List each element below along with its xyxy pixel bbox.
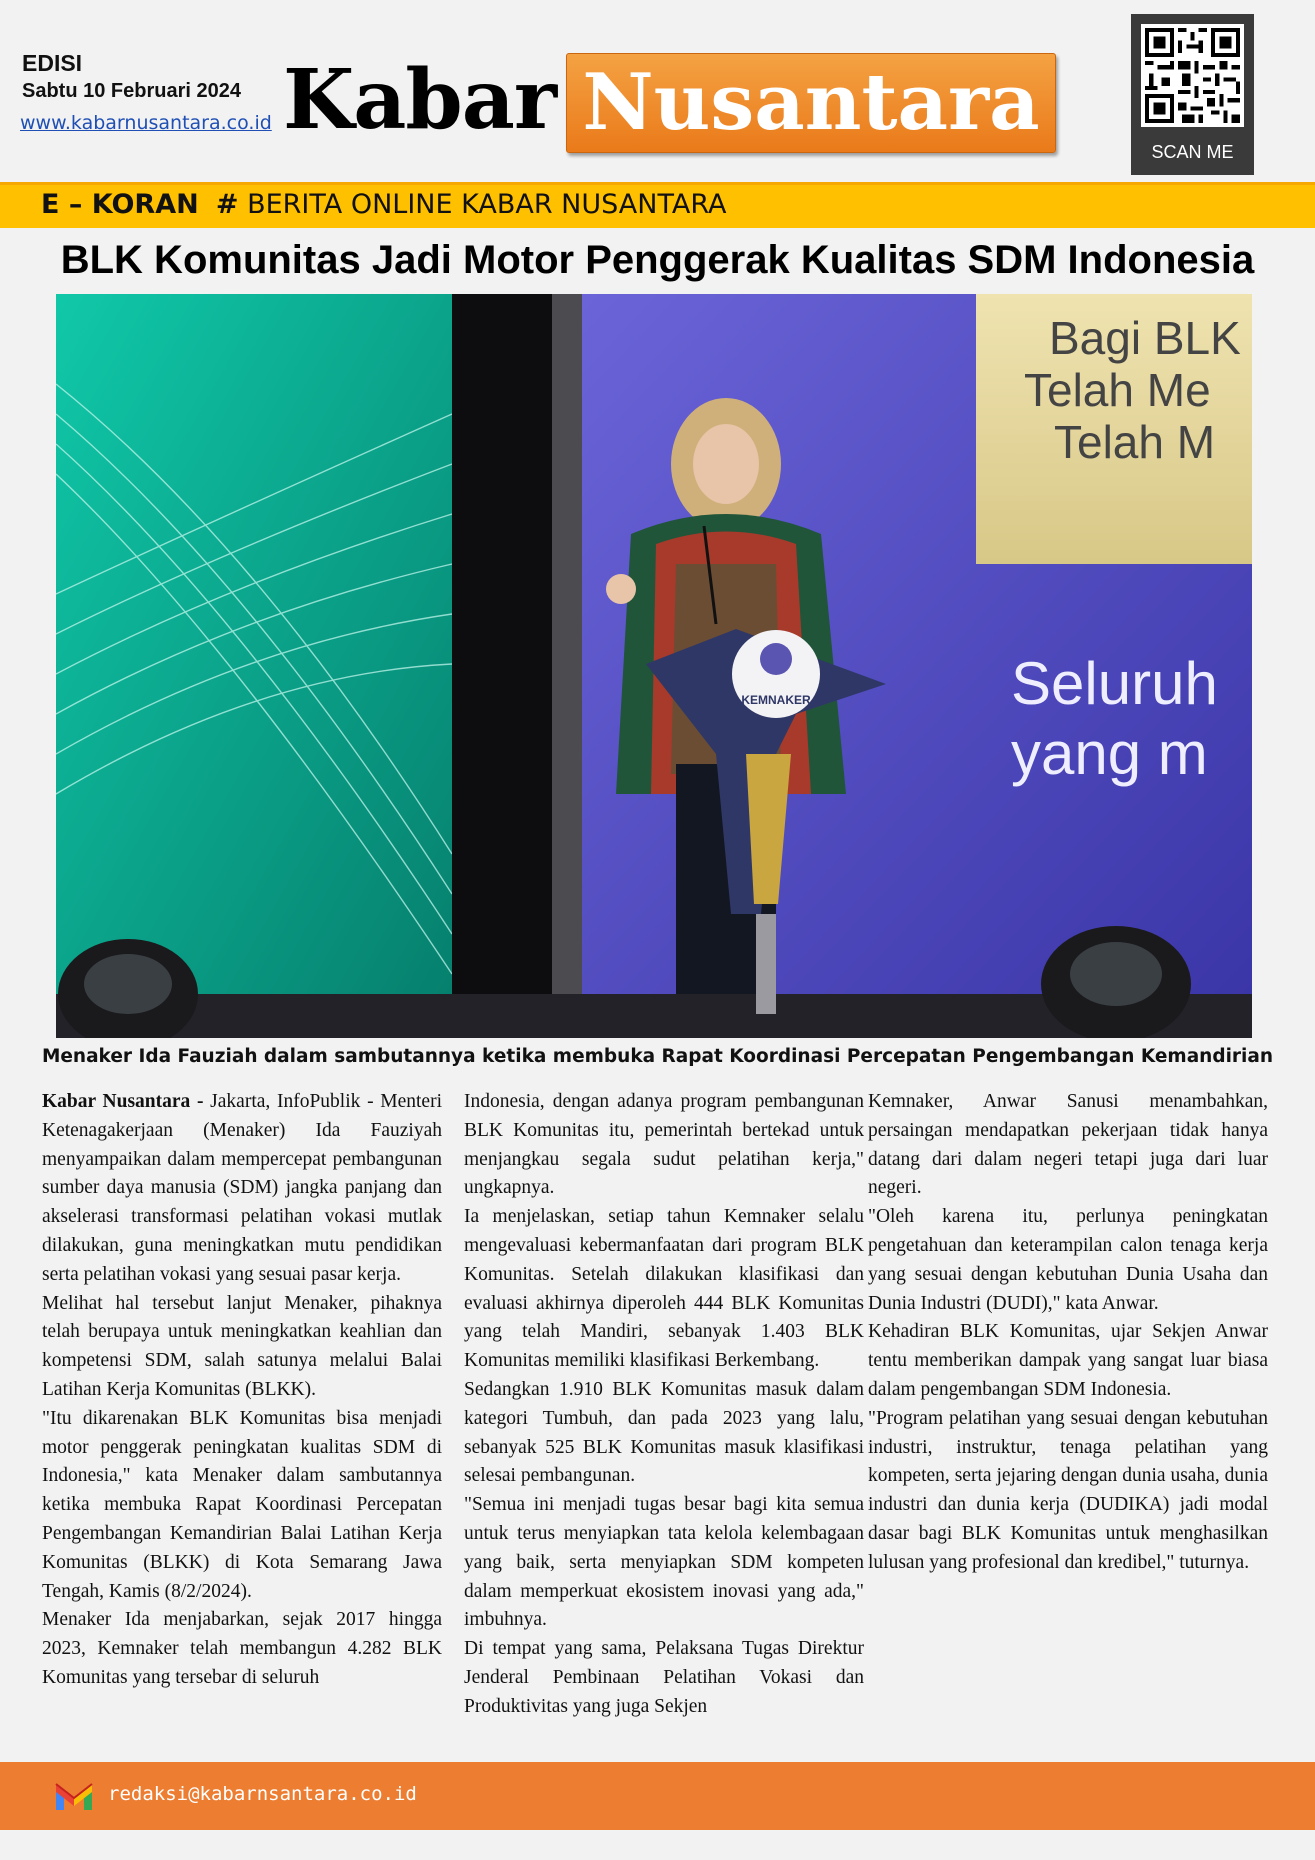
paragraph-1 (42, 1088, 442, 1290)
paragraph-5: Indonesia, dengan adanya program pembangunan BLK Komunitas itu, pemerintah bertekad untuk menjangkau segala sudut pelatihan kerja," ungkapnya. (464, 1091, 864, 1199)
paragraph-9: Di tempat yang sama, Pelaksana Tugas Direktur Jenderal Pembinaan Pelatihan Vokasi dan Produktivitas yang juga Sekjen (464, 1638, 864, 1717)
paragraph-11: "Oleh karena itu, perlunya peningkatan pengetahuan dan keterampilan calon tenaga kerja yang sesuai dengan kebutuhan Dunia Usaha dan Dunia Industri (DUDI)," kata Anwar. (868, 1206, 1268, 1314)
paragraph-2: Melihat hal tersebut lanjut Menaker, pihaknya telah berupaya untuk meningkatkan keahlian dan kompetensi SDM, salah satunya melalui Balai Latihan Kerja Komunitas (BLKK). (42, 1292, 442, 1400)
article-photo (56, 294, 1252, 1038)
edition-label: EDISI (22, 50, 83, 76)
article-column-2 (464, 1088, 864, 1722)
brand-title-box (566, 53, 1056, 153)
byline: Kabar Nusantara - (42, 1091, 204, 1112)
screen-text-1: Bagi BLK (1049, 312, 1241, 364)
footer-bar (0, 1762, 1315, 1830)
paragraph-3: "Itu dikarenakan BLK Komunitas bisa menjadi motor penggerak peningkatan kualitas SDM di Indonesia," kata Menaker dalam sambutannya ketika membuka Rapat Koordinasi Percepatan Pengembangan Kemandirian Balai Latihan Kerja Komunitas (BLKK) di Kota Semarang Jawa Tengah, Kamis (8/2/2024). (42, 1407, 442, 1602)
website-link[interactable]: www.kabarnusantara.co.id (20, 112, 272, 134)
brand-title-kabar: Kabar (283, 52, 557, 148)
paragraph-6: Ia menjelaskan, setiap tahun Kemnaker selalu mengevaluasi kebermanfaatan dari program BLK Komunitas. Setelah dilakukan klasifikasi dan evaluasi akhirnya diperoleh 444 BLK Komunitas yang telah Mandiri, sebanyak 1.403 BLK Komunitas memiliki klasifikasi Berkembang. (464, 1206, 864, 1372)
paragraph-1-text: Jakarta, InfoPublik - Menteri Ketenagakerjaan (Menaker) Ida Fauziyah menyampaikan dalam mempercepat pembangunan sumber daya manusia (SDM) jangka panjang dan akselerasi transformasi pelatihan vokasi mutlak dilakukan, guna meningkatkan mutu pendidikan serta pelatihan vokasi yang sesuai pasar kerja. (42, 1091, 442, 1285)
screen-text-4: Seluruh (1011, 650, 1218, 717)
ribbon-label: E – KORAN (41, 189, 199, 220)
contact-email[interactable]: redaksi@kabarnsantara.co.id (108, 1783, 417, 1805)
paragraph-13: "Program pelatihan yang sesuai dengan kebutuhan industri, instruktur, tenaga pelatihan yang kompeten, serta jejaring dengan dunia usaha, dunia industri dan dunia kerja (DUDIKA) jadi modal dasar bagi BLK Komunitas untuk menghasilkan lulusan yang profesional dan kredibel," tuturnya. (868, 1407, 1268, 1573)
masthead (0, 0, 1315, 182)
article-headline: BLK Komunitas Jadi Motor Penggerak Kualitas SDM Indonesia (60, 238, 1255, 282)
article-column-3 (868, 1088, 1268, 1578)
ribbon-separator: # (215, 189, 239, 220)
podium-logo-text: KEMNAKER (741, 693, 811, 707)
qr-label: SCAN ME (1151, 142, 1234, 162)
edition-date: Sabtu 10 Februari 2024 (22, 80, 241, 102)
qr-code-icon (1141, 24, 1244, 127)
paragraph-12: Kehadiran BLK Komunitas, ujar Sekjen Anwar tentu memberikan dampak yang sangat luar biasa dalam pengembangan SDM Indonesia. (868, 1321, 1268, 1400)
ribbon-subtitle: BERITA ONLINE KABAR NUSANTARA (247, 189, 727, 220)
speaker-photo-illustration (56, 294, 1252, 1038)
ribbon-text (41, 189, 726, 220)
paragraph-4: Menaker Ida menjabarkan, sejak 2017 hingga 2023, Kemnaker telah membangun 4.282 BLK Komunitas yang tersebar di seluruh (42, 1609, 442, 1688)
screen-text-3: Telah M (1054, 416, 1216, 468)
photo-caption: Menaker Ida Fauziah dalam sambutannya ketika membuka Rapat Koordinasi Percepatan Pengembangan Kemandirian (41, 1046, 1274, 1067)
article-column-1 (42, 1088, 442, 1693)
paragraph-8: "Semua ini menjadi tugas besar bagi kita semua untuk terus menyiapkan tata kelola kelembagaan yang baik, serta menyiapkan SDM kompeten dalam memperkuat ekosistem inovasi yang ada," imbuhnya. (464, 1494, 864, 1631)
brand-title-nusantara: Nusantara (582, 57, 1040, 148)
screen-text-2: Telah Me (1024, 364, 1211, 416)
paragraph-10: Kemnaker, Anwar Sanusi menambahkan, persaingan mendapatkan pekerjaan tidak hanya datang dari dalam negeri tetapi juga dari luar negeri. (868, 1091, 1268, 1199)
mail-icon (54, 1780, 94, 1812)
paragraph-7: Sedangkan 1.910 BLK Komunitas masuk dalam kategori Tumbuh, dan pada 2023 yang lalu, sebanyak 525 BLK Komunitas masuk klasifikasi selesai pembangunan. (464, 1378, 864, 1487)
section-ribbon (0, 182, 1315, 228)
qr-code[interactable] (1131, 14, 1254, 175)
screen-text-5: yang m (1011, 720, 1208, 787)
